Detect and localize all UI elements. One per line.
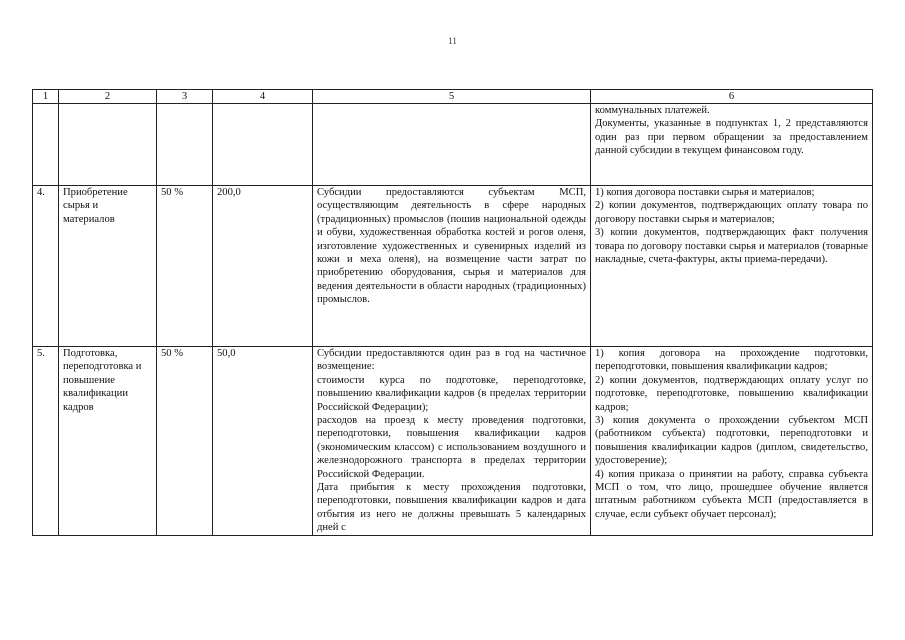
- documents-text: Документы, указанные в подпунктах 1, 2 представляются один раз при первом обращении за предоставлением данной субсидии в текущем финансовом году.: [595, 118, 868, 157]
- conditions-text: стоимости курса по подготовке, переподготовке, повышению квалификации кадров (в пределах территории Российской Федерации);: [317, 374, 586, 413]
- documents-text: 1) копия договора поставки сырья и материалов;: [595, 187, 815, 198]
- table-row-continuation: [33, 104, 873, 186]
- subsidy-amount: 50,0: [213, 347, 313, 536]
- documents-text: 3) копии документов, подтверждающих факт получения товара по договору поставки сырья и материалов (товарные накладные, счета-фактуры, акты приема-передачи).: [595, 227, 868, 266]
- subsidy-documents: [591, 347, 873, 536]
- cell-name: [59, 104, 157, 186]
- subsidy-name: Приобретение сырья и материалов: [59, 186, 157, 347]
- cell-documents: [591, 104, 873, 186]
- documents-text: 2) копии документов, подтверждающих оплату услуг по подготовке, переподготовке, повышению квалификации кадров;: [595, 374, 868, 413]
- subsidy-conditions: [313, 186, 591, 347]
- cell-conditions: [313, 104, 591, 186]
- documents-text: 2) копии документов, подтверждающих оплату товара по договору поставки сырья и материалов;: [595, 200, 868, 225]
- conditions-text: расходов на проезд к месту проведения подготовки, переподготовки, повышения квалификации кадров (экономическим классом) с использованием воздушного и железнодорожного транспорта в пределах территории Российской Федерации.: [317, 415, 586, 480]
- row-number: 5.: [33, 347, 59, 536]
- subsidy-percent: 50 %: [157, 347, 213, 536]
- subsidy-table: [32, 89, 873, 536]
- header-row: [33, 90, 873, 104]
- conditions-text: Субсидии предоставляются один раз в год на частичное возмещение:: [317, 348, 586, 373]
- conditions-text: Субсидии предоставляются субъектам МСП, осуществляющим деятельность в сфере народных (традиционных) промыслов (пошив национальной одежды и обуви, художественная обработка костей и рогов оленя, изготовление художественных и сувенирных изделий из кожи и меха оленя), на возмещение части затрат по приобретению оборудования, сырья и материалов для ведения деятельности в области народных (традиционных) промыслов.: [317, 187, 586, 306]
- conditions-text: Дата прибытия к месту прохождения подготовки, переподготовки, повышения квалификации кадров и дата отбытия из него не должны превышать 5 календарных дней с: [317, 482, 586, 534]
- documents-text: 4) копия приказа о принятии на работу, справка субъекта МСП о том, что лицо, прошедшее обучение является штатным работником субъекта МСП (предоставляется в случае, если субъект обучает персонал);: [595, 468, 868, 520]
- col-header-1: 1: [33, 90, 59, 104]
- col-header-4: 4: [213, 90, 313, 104]
- documents-text: коммунальных платежей.: [595, 105, 710, 116]
- subsidy-documents: [591, 186, 873, 347]
- cell-amount: [213, 104, 313, 186]
- page-number: 11: [448, 36, 457, 46]
- subsidy-name: Подготовка, переподготовка и повышение квалификации кадров: [59, 347, 157, 536]
- table-row: [33, 347, 873, 536]
- table-row: [33, 186, 873, 347]
- cell-percent: [157, 104, 213, 186]
- row-number: 4.: [33, 186, 59, 347]
- col-header-2: 2: [59, 90, 157, 104]
- col-header-3: 3: [157, 90, 213, 104]
- documents-text: 1) копия договора на прохождение подготовки, переподготовки, повышения квалификации кадров;: [595, 348, 868, 373]
- subsidy-conditions: [313, 347, 591, 536]
- cell-num: [33, 104, 59, 186]
- col-header-6: 6: [591, 90, 873, 104]
- col-header-5: 5: [313, 90, 591, 104]
- subsidy-percent: 50 %: [157, 186, 213, 347]
- documents-text: 3) копия документа о прохождении субъектом МСП (работником субъекта) подготовки, переподготовки и повышения квалификации кадров (диплом, свидетельство, удостоверение);: [595, 415, 868, 467]
- subsidy-amount: 200,0: [213, 186, 313, 347]
